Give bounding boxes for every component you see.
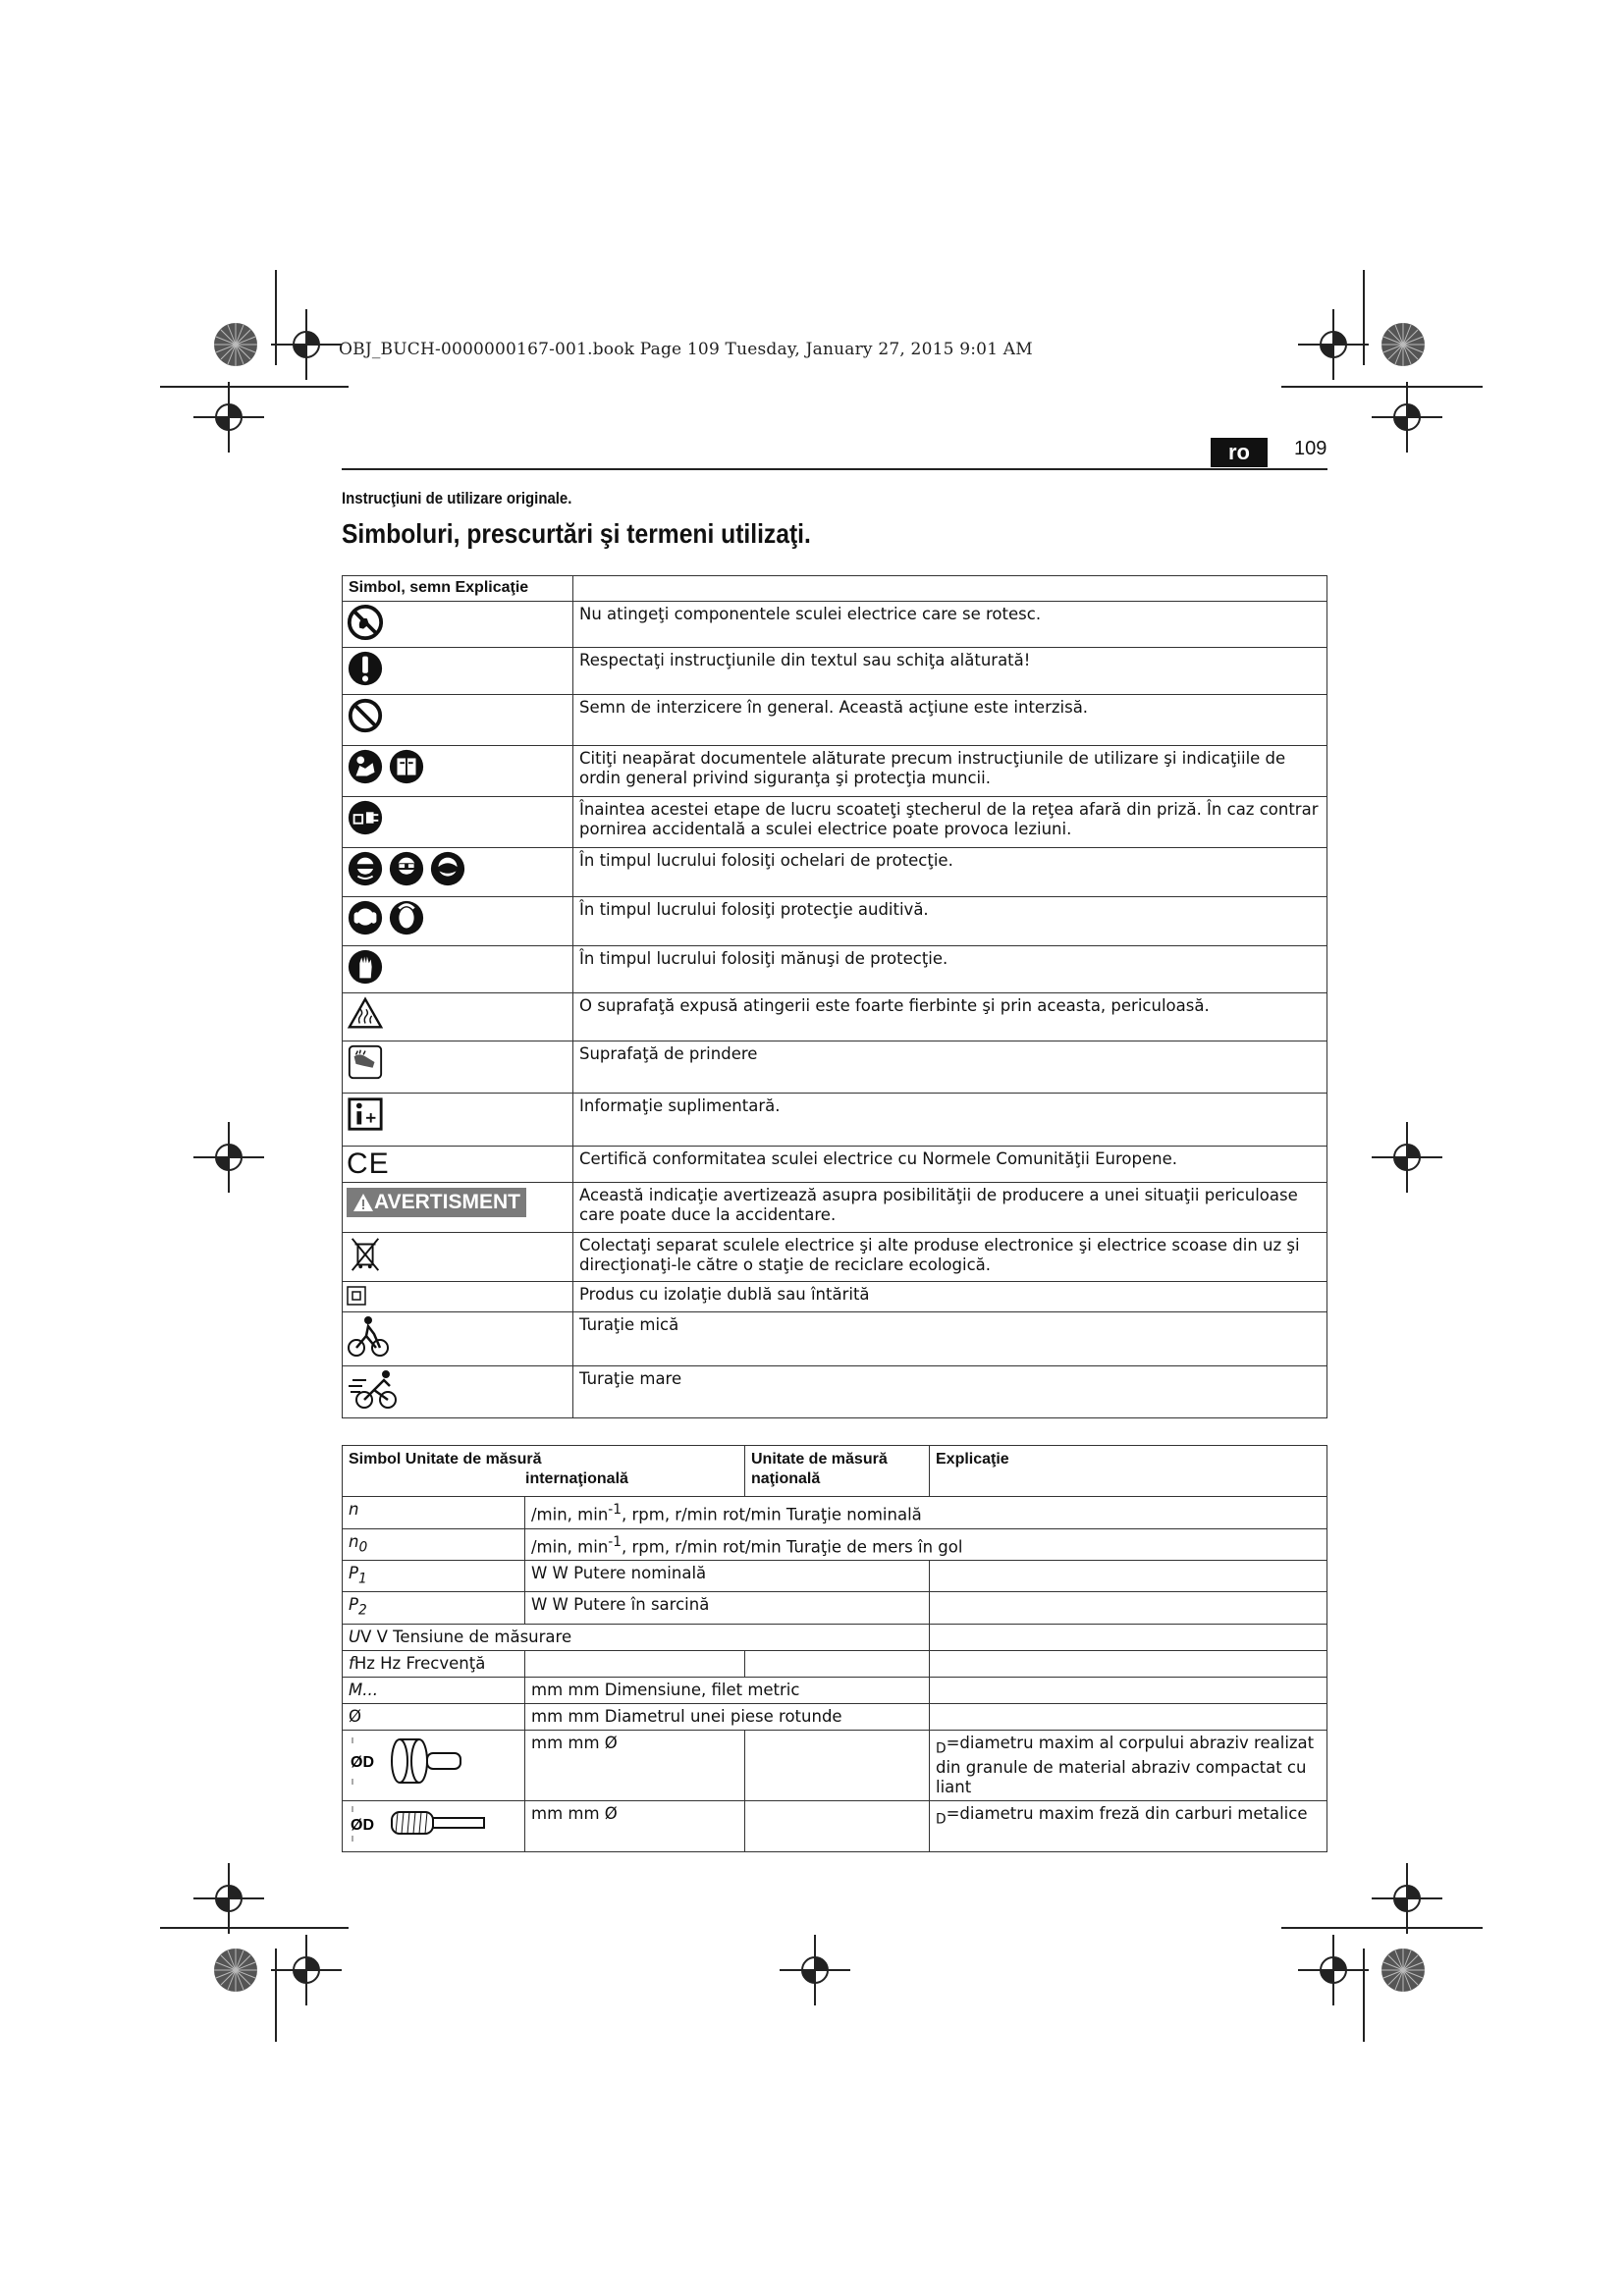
unit-symbol-sub: 0 (358, 1538, 368, 1555)
symbol-explanation: Respectaţi instrucţiunile din textul sau schiţa alăturată! (573, 648, 1327, 695)
prohibition-icon (347, 697, 384, 734)
gloves-icon (347, 948, 384, 986)
table-row (343, 1233, 1327, 1282)
unit-row-text: mm mm Diametrul unei piese rotunde (525, 1703, 930, 1730)
language-tab: ro (1211, 438, 1268, 467)
unit-row-empty (930, 1677, 1327, 1703)
grinding-wheel-diameter-icon (349, 1734, 476, 1789)
unit-symbol: U (349, 1627, 361, 1646)
units-header-national-line2: naţională (751, 1470, 821, 1487)
unit-row-explanation (930, 1800, 1327, 1851)
grip-surface-icon (347, 1043, 384, 1081)
table-row (343, 1282, 1327, 1312)
unit-symbol-base: P (349, 1595, 358, 1615)
symbol-explanation: O suprafaţă expusă atingerii este foarte fierbinte şi prin aceasta, periculoasă. (573, 993, 1327, 1041)
table-row (343, 1497, 1327, 1529)
unit-symbol-sub: 2 (357, 1602, 367, 1619)
unit-row-empty (930, 1592, 1327, 1624)
unit-symbol (343, 1800, 525, 1851)
grinding-wheel-label: ØD (351, 1753, 374, 1771)
table-row (343, 1094, 1327, 1147)
unit-row-empty (745, 1650, 930, 1677)
unit-symbol: Ø (343, 1703, 525, 1730)
table-row (343, 1730, 1327, 1800)
unit-row-text (525, 1528, 1327, 1561)
symbol-explanation: Citiţi neapărat documentele alăturate precum instrucţiunile de utilizare şi indicaţiile de ordin general privind siguranţa şi protecţia muncii. (573, 746, 1327, 797)
unit-row-empty (745, 1800, 930, 1851)
header-rule (342, 468, 1327, 470)
unit-row-empty (930, 1703, 1327, 1730)
symbol-explanation: În timpul lucrului folosiţi protecţie auditivă. (573, 897, 1327, 946)
unit-row-text (343, 1624, 930, 1650)
table-row (343, 1624, 1327, 1650)
unit-row-text: mm mm Ø (525, 1800, 745, 1851)
table-row (343, 1800, 1327, 1851)
unplug-icon (347, 799, 384, 836)
units-table-header-row (343, 1446, 1327, 1497)
book-info-line: OBJ_BUCH-0000000167-001.book Page 109 Tuesday, January 27, 2015 9:01 AM (339, 340, 1033, 359)
symbol-explanation: Această indicaţie avertizează asupra posibilităţii de producere a unei situaţii periculoase care poate duce la accidentare. (573, 1183, 1327, 1233)
ear-muffs-icon-1 (347, 899, 384, 936)
table-row (343, 1312, 1327, 1366)
unit-row-text-sup: -1 (608, 1533, 622, 1550)
unit-symbol-sub: 1 (357, 1571, 367, 1587)
warning-label-text: AVERTISMENT (374, 1191, 520, 1213)
symbol-explanation: Informaţie suplimentară. (573, 1094, 1327, 1147)
unit-symbol (343, 1561, 525, 1592)
table-row (343, 848, 1327, 897)
table-row (343, 993, 1327, 1041)
table-row (343, 1592, 1327, 1624)
goggles-icon-2 (388, 850, 425, 887)
table-row (343, 897, 1327, 946)
explanation-sub: D (936, 1811, 947, 1828)
units-header-symbol-unit (343, 1446, 745, 1497)
unit-symbol-base: P (349, 1564, 358, 1582)
read-manual-book-icon (388, 748, 425, 785)
unit-row-text: mm mm Dimensiune, filet metric (525, 1677, 930, 1703)
units-header-explanation: Explicaţie (930, 1446, 1327, 1497)
table-row (343, 1147, 1327, 1183)
unit-row-empty (930, 1624, 1327, 1650)
symbol-explanation: Turaţie mică (573, 1312, 1327, 1366)
table-row (343, 797, 1327, 848)
unit-row-text-a: /min, min (531, 1537, 609, 1556)
doc-subtitle: Instrucţiuni de utilizare originale. (342, 489, 572, 507)
low-speed-icon (347, 1314, 392, 1360)
double-insulation-icon (347, 1286, 366, 1306)
units-header-national-line1: Unitate de măsură (751, 1451, 888, 1468)
unit-symbol (343, 1528, 525, 1561)
symbols-table-header-row (343, 576, 1327, 602)
units-table (342, 1445, 1327, 1852)
goggles-icon-3 (429, 850, 466, 887)
explanation-sub: D (936, 1739, 947, 1756)
symbol-explanation: Suprafaţă de prindere (573, 1041, 1327, 1094)
doc-title: Simboluri, prescurtări şi termeni utilizaţi. (342, 518, 811, 549)
symbols-header-cell: Simbol, semn Explicaţie (343, 576, 573, 602)
unit-row-text-a: /min, min (531, 1505, 609, 1524)
table-row (343, 746, 1327, 797)
table-row (343, 1650, 1327, 1677)
unit-symbol (343, 1730, 525, 1800)
high-speed-icon (347, 1368, 402, 1412)
explanation-text: =diametru maxim freză din carburi metalice (946, 1803, 1308, 1823)
info-icon (347, 1095, 384, 1133)
symbol-explanation: Semn de interzicere în general. Această acţiune este interzisă. (573, 695, 1327, 746)
ear-muffs-icon-2 (388, 899, 425, 936)
warning-label-icon (347, 1188, 526, 1217)
unit-symbol: n (343, 1497, 525, 1529)
table-row (343, 946, 1327, 993)
read-manual-icon (347, 748, 568, 785)
units-header-national (745, 1446, 930, 1497)
ce-mark-icon: CE (347, 1148, 390, 1180)
unit-row-empty (745, 1730, 930, 1800)
unit-row-text: mm mm Ø (525, 1730, 745, 1800)
warning-triangle-icon (352, 1193, 374, 1212)
symbol-explanation: Certifică conformitatea sculei electrice cu Normele Comunităţii Europene. (573, 1147, 1327, 1183)
unit-row-empty (930, 1650, 1327, 1677)
symbols-table (342, 575, 1327, 1418)
unit-row-text (525, 1497, 1327, 1529)
table-row (343, 1041, 1327, 1094)
unit-row-text (343, 1650, 525, 1677)
symbol-explanation: Nu atingeţi componentele sculei electrice care se rotesc. (573, 602, 1327, 648)
goggles-icon-1 (347, 850, 384, 887)
units-header-line2: internaţională (525, 1470, 628, 1487)
unit-row-text-sup: -1 (608, 1502, 622, 1518)
table-row (343, 1183, 1327, 1233)
symbol-explanation: Înaintea acestei etape de lucru scoateţi ştecherul de la reţea afară din priză. În caz contrar pornirea accidentală a sculei electrice poate provoca leziuni. (573, 797, 1327, 848)
unit-row-empty (525, 1650, 745, 1677)
unit-row-text-b: , rpm, r/min rot/min Turaţie de mers în gol (622, 1537, 963, 1556)
attention-icon (347, 650, 384, 687)
unit-symbol: M... (343, 1677, 525, 1703)
table-row (343, 695, 1327, 746)
symbol-explanation: Colectaţi separat sculele electrice şi alte produse electronice şi electrice scoase din uz şi direcţionaţi-le către o staţie de reciclare ecologică. (573, 1233, 1327, 1282)
unit-row-line: V V Tensiune de măsurare (360, 1627, 572, 1646)
unit-row-text-b: , rpm, r/min rot/min Turaţie nominală (622, 1505, 922, 1524)
table-row (343, 602, 1327, 648)
unit-row-text: W W Putere nominală (525, 1561, 930, 1592)
explanation-text: =diametru maxim al corpului abraziv realizat din granule de material abraziv compactat cu liant (936, 1733, 1315, 1796)
table-row (343, 1703, 1327, 1730)
hearing-protection-icon (347, 899, 568, 936)
carbide-cutter-label: ØD (351, 1816, 374, 1834)
table-row (343, 1528, 1327, 1561)
unit-row-line: Hz Hz Frecvenţă (353, 1653, 486, 1673)
symbol-explanation: Produs cu izolaţie dublă sau întărită (573, 1282, 1327, 1312)
symbol-explanation: Turaţie mare (573, 1366, 1327, 1418)
read-manual-person-icon (347, 748, 384, 785)
table-row (343, 1366, 1327, 1418)
carbide-cutter-diameter-icon (349, 1804, 496, 1843)
units-header-line1: Simbol Unitate de măsură (349, 1451, 542, 1468)
page-number: 109 (1294, 438, 1327, 459)
hot-surface-icon (347, 995, 384, 1033)
unit-row-empty (930, 1561, 1327, 1592)
unit-row-explanation (930, 1730, 1327, 1800)
unit-symbol-base: n (349, 1531, 359, 1551)
table-row (343, 1677, 1327, 1703)
weee-bin-icon (347, 1235, 384, 1272)
unit-symbol (343, 1592, 525, 1624)
symbol-explanation: În timpul lucrului folosiţi ochelari de protecţie. (573, 848, 1327, 897)
table-row (343, 1561, 1327, 1592)
unit-symbol: f (349, 1653, 354, 1673)
unit-row-text: W W Putere în sarcină (525, 1592, 930, 1624)
no-touch-rotating-icon (347, 604, 384, 641)
table-row (343, 648, 1327, 695)
symbol-explanation: În timpul lucrului folosiţi mănuşi de protecţie. (573, 946, 1327, 993)
symbols-header-empty (573, 576, 1327, 602)
eye-protection-icon (347, 850, 568, 887)
